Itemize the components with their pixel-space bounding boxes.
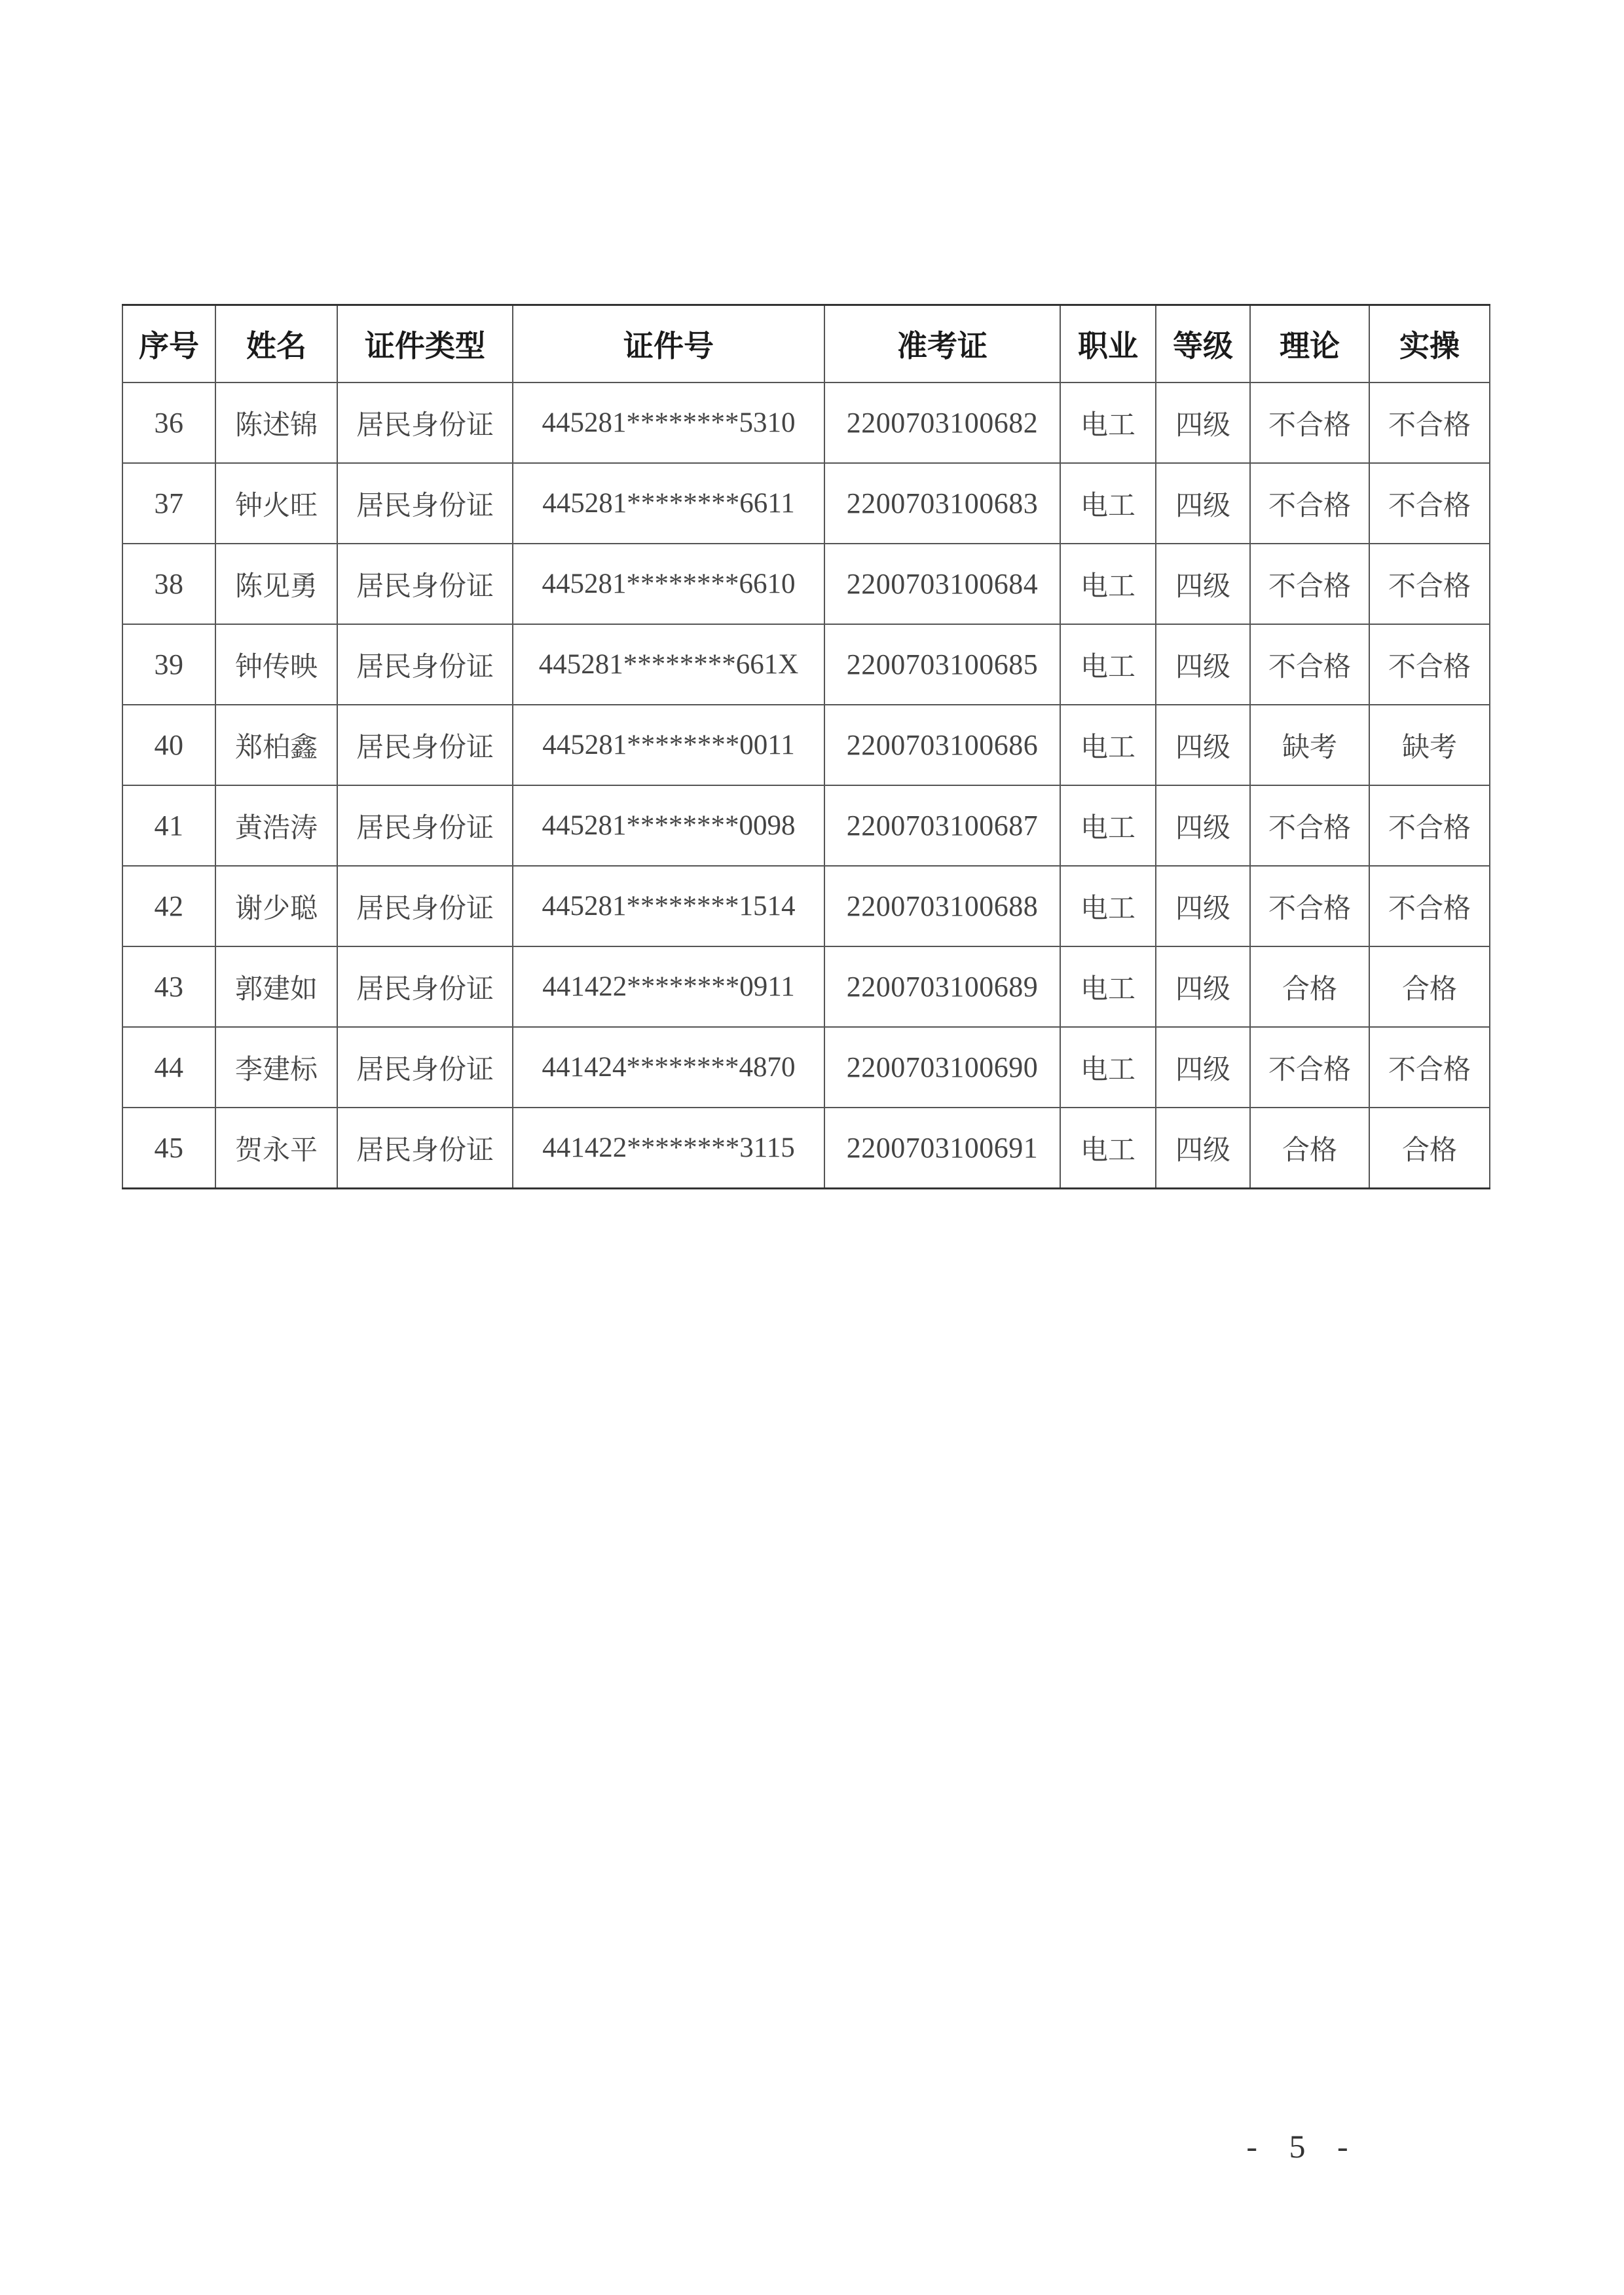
cell-id-type: 居民身份证	[337, 624, 513, 705]
cell-level: 四级	[1156, 705, 1250, 785]
cell-seq: 41	[122, 785, 215, 866]
cell-level: 四级	[1156, 1108, 1250, 1189]
cell-admission-ticket: 2200703100689	[824, 946, 1060, 1027]
cell-id-type: 居民身份证	[337, 705, 513, 785]
cell-id-number: 445281********6611	[513, 463, 824, 544]
cell-occupation: 电工	[1060, 1108, 1156, 1189]
cell-practical: 不合格	[1369, 866, 1490, 946]
header-name: 姓名	[215, 305, 337, 383]
cell-occupation: 电工	[1060, 463, 1156, 544]
cell-id-number: 445281********0011	[513, 705, 824, 785]
cell-admission-ticket: 2200703100687	[824, 785, 1060, 866]
cell-admission-ticket: 2200703100683	[824, 463, 1060, 544]
cell-practical: 不合格	[1369, 785, 1490, 866]
cell-practical: 不合格	[1369, 544, 1490, 624]
cell-id-type: 居民身份证	[337, 544, 513, 624]
header-level: 等级	[1156, 305, 1250, 383]
cell-level: 四级	[1156, 624, 1250, 705]
table-row	[122, 785, 1490, 866]
cell-name: 钟火旺	[215, 463, 337, 544]
cell-theory: 不合格	[1250, 866, 1369, 946]
cell-practical: 合格	[1369, 946, 1490, 1027]
cell-practical: 合格	[1369, 1108, 1490, 1189]
cell-name: 郭建如	[215, 946, 337, 1027]
cell-admission-ticket: 2200703100682	[824, 382, 1060, 463]
cell-level: 四级	[1156, 946, 1250, 1027]
cell-seq: 40	[122, 705, 215, 785]
cell-occupation: 电工	[1060, 866, 1156, 946]
cell-id-number: 441422********3115	[513, 1108, 824, 1189]
cell-seq: 45	[122, 1108, 215, 1189]
cell-name: 李建标	[215, 1027, 337, 1108]
cell-id-type: 居民身份证	[337, 946, 513, 1027]
header-seq: 序号	[122, 305, 215, 383]
cell-level: 四级	[1156, 1027, 1250, 1108]
cell-seq: 43	[122, 946, 215, 1027]
table-row	[122, 1027, 1490, 1108]
exam-results-table	[122, 304, 1490, 1189]
cell-id-number: 445281********6610	[513, 544, 824, 624]
header-theory: 理论	[1250, 305, 1369, 383]
cell-theory: 不合格	[1250, 785, 1369, 866]
cell-theory: 缺考	[1250, 705, 1369, 785]
cell-occupation: 电工	[1060, 382, 1156, 463]
cell-seq: 44	[122, 1027, 215, 1108]
cell-id-type: 居民身份证	[337, 382, 513, 463]
cell-admission-ticket: 2200703100686	[824, 705, 1060, 785]
cell-practical: 缺考	[1369, 705, 1490, 785]
table-row	[122, 705, 1490, 785]
cell-level: 四级	[1156, 785, 1250, 866]
cell-admission-ticket: 2200703100690	[824, 1027, 1060, 1108]
cell-name: 陈见勇	[215, 544, 337, 624]
cell-admission-ticket: 2200703100684	[824, 544, 1060, 624]
cell-id-type: 居民身份证	[337, 463, 513, 544]
cell-seq: 38	[122, 544, 215, 624]
cell-admission-ticket: 2200703100691	[824, 1108, 1060, 1189]
cell-seq: 42	[122, 866, 215, 946]
cell-level: 四级	[1156, 382, 1250, 463]
cell-name: 谢少聪	[215, 866, 337, 946]
cell-occupation: 电工	[1060, 544, 1156, 624]
cell-id-type: 居民身份证	[337, 866, 513, 946]
cell-name: 陈述锦	[215, 382, 337, 463]
cell-level: 四级	[1156, 463, 1250, 544]
cell-id-number: 445281********5310	[513, 382, 824, 463]
cell-practical: 不合格	[1369, 1027, 1490, 1108]
cell-id-number: 445281********1514	[513, 866, 824, 946]
cell-id-number: 441424********4870	[513, 1027, 824, 1108]
cell-admission-ticket: 2200703100688	[824, 866, 1060, 946]
cell-theory: 不合格	[1250, 1027, 1369, 1108]
table-row	[122, 866, 1490, 946]
cell-id-number: 441422********0911	[513, 946, 824, 1027]
header-occupation: 职业	[1060, 305, 1156, 383]
cell-id-number: 445281********661X	[513, 624, 824, 705]
table-row	[122, 544, 1490, 624]
cell-theory: 不合格	[1250, 463, 1369, 544]
cell-name: 黄浩涛	[215, 785, 337, 866]
table-row	[122, 1108, 1490, 1189]
cell-practical: 不合格	[1369, 463, 1490, 544]
page-number: - 5 -	[1246, 2128, 1360, 2165]
header-practical: 实操	[1369, 305, 1490, 383]
cell-occupation: 电工	[1060, 705, 1156, 785]
cell-level: 四级	[1156, 544, 1250, 624]
cell-theory: 不合格	[1250, 382, 1369, 463]
cell-name: 郑柏鑫	[215, 705, 337, 785]
cell-theory: 不合格	[1250, 544, 1369, 624]
cell-id-number: 445281********0098	[513, 785, 824, 866]
cell-theory: 合格	[1250, 946, 1369, 1027]
cell-name: 钟传映	[215, 624, 337, 705]
cell-name: 贺永平	[215, 1108, 337, 1189]
cell-id-type: 居民身份证	[337, 1027, 513, 1108]
cell-occupation: 电工	[1060, 946, 1156, 1027]
cell-practical: 不合格	[1369, 624, 1490, 705]
table-row	[122, 382, 1490, 463]
cell-occupation: 电工	[1060, 624, 1156, 705]
cell-theory: 不合格	[1250, 624, 1369, 705]
cell-id-type: 居民身份证	[337, 1108, 513, 1189]
table-row	[122, 463, 1490, 544]
table-row	[122, 946, 1490, 1027]
cell-practical: 不合格	[1369, 382, 1490, 463]
cell-theory: 合格	[1250, 1108, 1369, 1189]
cell-seq: 37	[122, 463, 215, 544]
cell-seq: 39	[122, 624, 215, 705]
cell-admission-ticket: 2200703100685	[824, 624, 1060, 705]
header-id-type: 证件类型	[337, 305, 513, 383]
cell-occupation: 电工	[1060, 1027, 1156, 1108]
cell-id-type: 居民身份证	[337, 785, 513, 866]
table-header-row	[122, 305, 1490, 383]
cell-seq: 36	[122, 382, 215, 463]
cell-level: 四级	[1156, 866, 1250, 946]
table-row	[122, 624, 1490, 705]
header-admission-ticket: 准考证	[824, 305, 1060, 383]
cell-occupation: 电工	[1060, 785, 1156, 866]
header-id-number: 证件号	[513, 305, 824, 383]
